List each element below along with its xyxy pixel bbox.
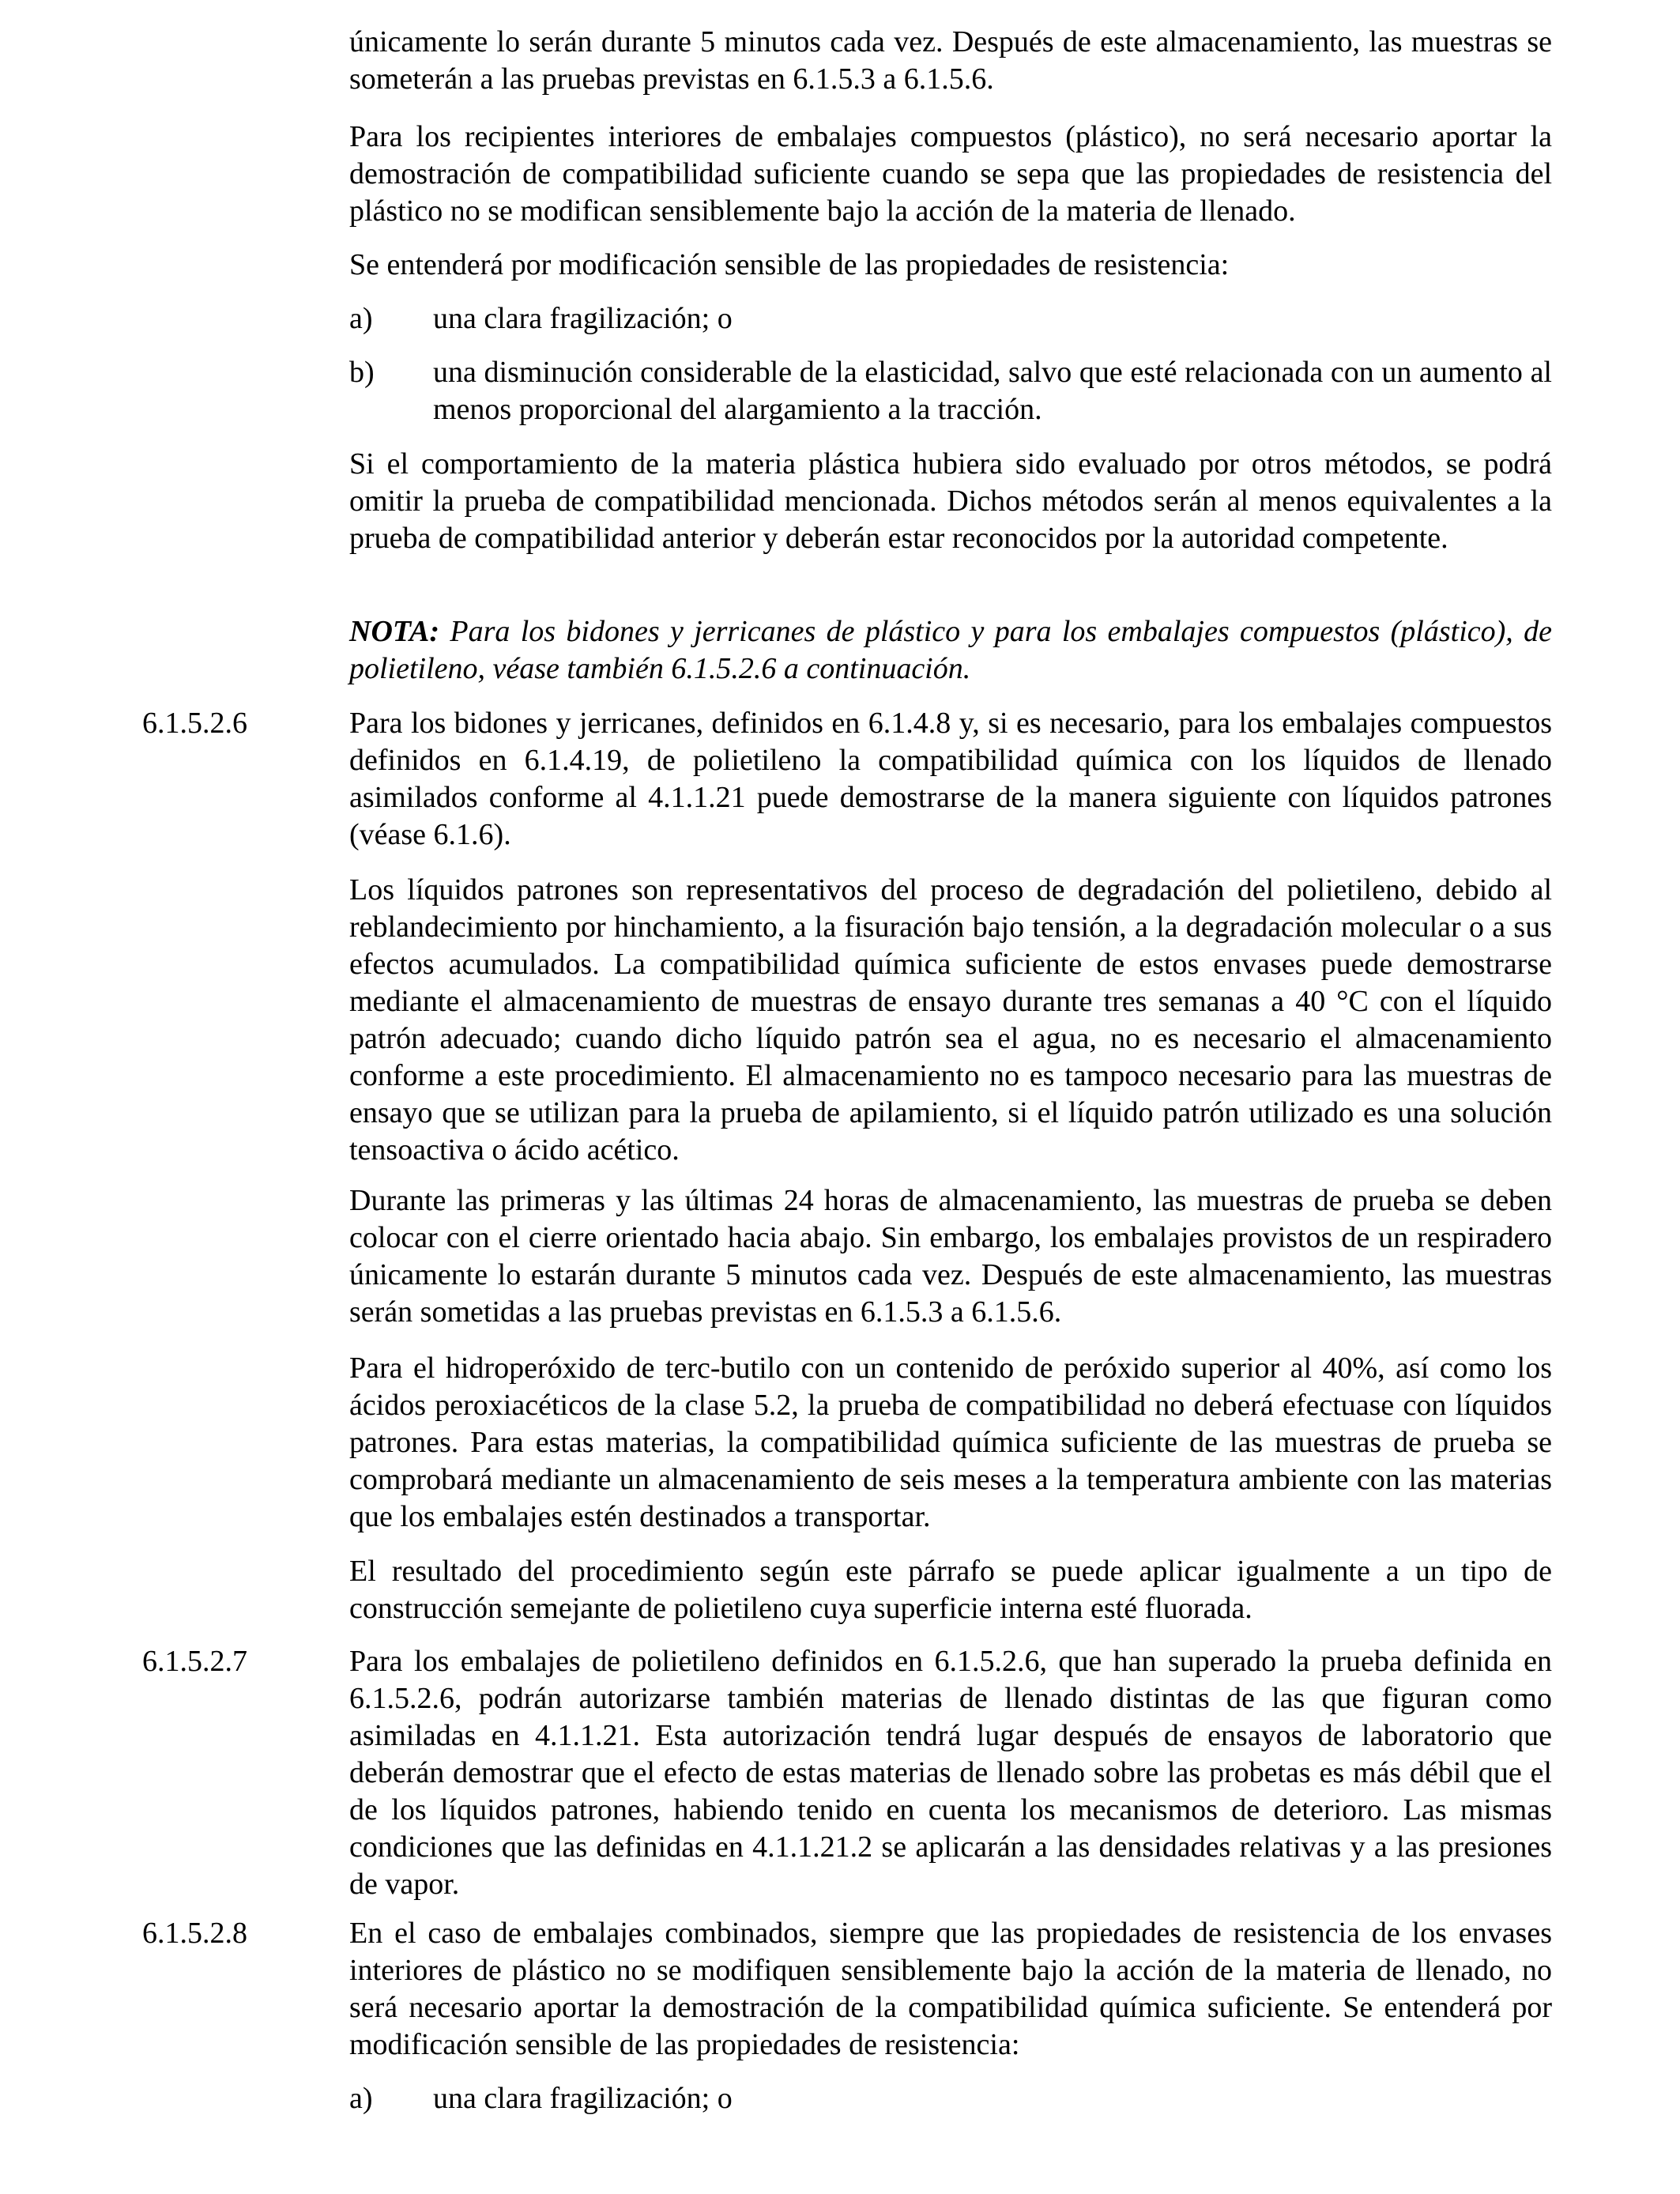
list-item-text: una disminución considerable de la elasticidad, salvo que esté relacionada con un aumento al menos proporcional del alargamiento a la tracción. (433, 356, 1552, 426)
list-item-text: una clara fragilización; o (433, 2082, 733, 2115)
list-item-label: a) (349, 2082, 373, 2115)
note-paragraph (349, 613, 1552, 688)
list-item-label: b) (349, 356, 375, 389)
note-text: Para los bidones y jerricanes de plástico y para los embalajes compuestos (plástico), de polietileno, véase también 6.1.5.2.6 a continuación. (349, 615, 1552, 685)
section-6-paragraph-4: Para el hidroperóxido de terc-butilo con un contenido de peróxido superior al 40%, así como los ácidos peroxiacéticos de la clase 5.2, la prueba de compatibilidad no deberá efectuase con líquidos patrones. Para estas materias, la compatibilidad química suficiente de las muestras de prueba se comprobará mediante un almacenamiento de seis meses a la temperatura ambiente con las materias que los embalajes estén destinados a transportar. (349, 1351, 1552, 1533)
section-6-paragraph-3: Durante las primeras y las últimas 24 horas de almacenamiento, las muestras de prueba se deben colocar con el cierre orientado hacia abajo. Sin embargo, los embalajes provistos de un respiradero únicamente lo estarán durante 5 minutos cada vez. Después de este almacenamiento, las muestras serán sometidas a las pruebas previstas en 6.1.5.3 a 6.1.5.6. (349, 1184, 1552, 1329)
paragraph-inner-receptacles: Para los recipientes interiores de embalajes compuestos (plástico), no será necesario aportar la demostración de compatibilidad suficiente cuando se sepa que las propiedades de resistencia del plástico no se modifican sensiblemente bajo la acción de la materia de llenado. (349, 120, 1552, 228)
section-6-paragraph-2: Los líquidos patrones son representativos del proceso de degradación del polietileno, debido al reblandecimiento por hinchamiento, a la fisuración bajo tensión, a la degradación molecular o a sus efectos acumulados. La compatibilidad química suficiente de estos envases puede demostrarse mediante el almacenamiento de muestras de ensayo durante tres semanas a 40 °C con el líquido patrón adecuado; cuando dicho líquido patrón sea el agua, no es necesario el almacenamiento conforme a este procedimiento. El almacenamiento no es tampoco necesario para las muestras de ensayo que se utilizan para la prueba de apilamiento, si el líquido patrón utilizado es una solución tensoactiva o ácido acético. (349, 873, 1552, 1167)
paragraph-continuation: únicamente lo serán durante 5 minutos cada vez. Después de este almacenamiento, las muestras se someterán a las pruebas previstas en 6.1.5.3 a 6.1.5.6. (349, 25, 1552, 96)
section-6-paragraph-5: El resultado del procedimiento según este párrafo se puede aplicar igualmente a un tipo de construcción semejante de polietileno cuya superficie interna esté fluorada. (349, 1555, 1552, 1625)
paragraph-other-methods: Si el comportamiento de la materia plástica hubiera sido evaluado por otros métodos, se podrá omitir la prueba de compatibilidad mencionada. Dichos métodos serán al menos equivalentes a la prueba de compatibilidad anterior y deberán estar reconocidos por la autoridad competente. (349, 447, 1552, 555)
list-item-label: a) (349, 302, 373, 335)
section-number-6-1-5-2-7: 6.1.5.2.7 (142, 1645, 247, 1678)
list-item-text: una clara fragilización; o (433, 302, 733, 335)
paragraph-modification-intro: Se entenderá por modificación sensible de las propiedades de resistencia: (349, 248, 1230, 281)
section-number-6-1-5-2-6: 6.1.5.2.6 (142, 707, 247, 740)
section-6-paragraph-1: Para los bidones y jerricanes, definidos en 6.1.4.8 y, si es necesario, para los embalajes compuestos definidos en 6.1.4.19, de polietileno la compatibilidad química con los líquidos de llenado asimilados conforme al 4.1.1.21 puede demostrarse de la manera siguiente con líquidos patrones (véase 6.1.6). (349, 707, 1552, 851)
section-8-paragraph-1: En el caso de embalajes combinados, siempre que las propiedades de resistencia de los envases interiores de plástico no se modifiquen sensiblemente bajo la acción de la materia de llenado, no será necesario aportar la demostración de la compatibilidad química suficiente. Se entenderá por modificación sensible de las propiedades de resistencia: (349, 1917, 1552, 2061)
section-7-paragraph-1: Para los embalajes de polietileno definidos en 6.1.5.2.6, que han superado la prueba definida en 6.1.5.2.6, podrán autorizarse también materias de llenado distintas de las que figuran como asimiladas en 4.1.1.21. Esta autorización tendrá lugar después de ensayos de laboratorio que deberán demostrar que el efecto de estas materias de llenado sobre las probetas es más débil que el de los líquidos patrones, habiendo tenido en cuenta los mecanismos de deterioro. Las mismas condiciones que las definidas en 4.1.1.21.2 se aplicarán a las densidades relativas y a las presiones de vapor. (349, 1645, 1552, 1901)
note-label: NOTA: (349, 615, 439, 648)
section-number-6-1-5-2-8: 6.1.5.2.8 (142, 1917, 247, 1950)
